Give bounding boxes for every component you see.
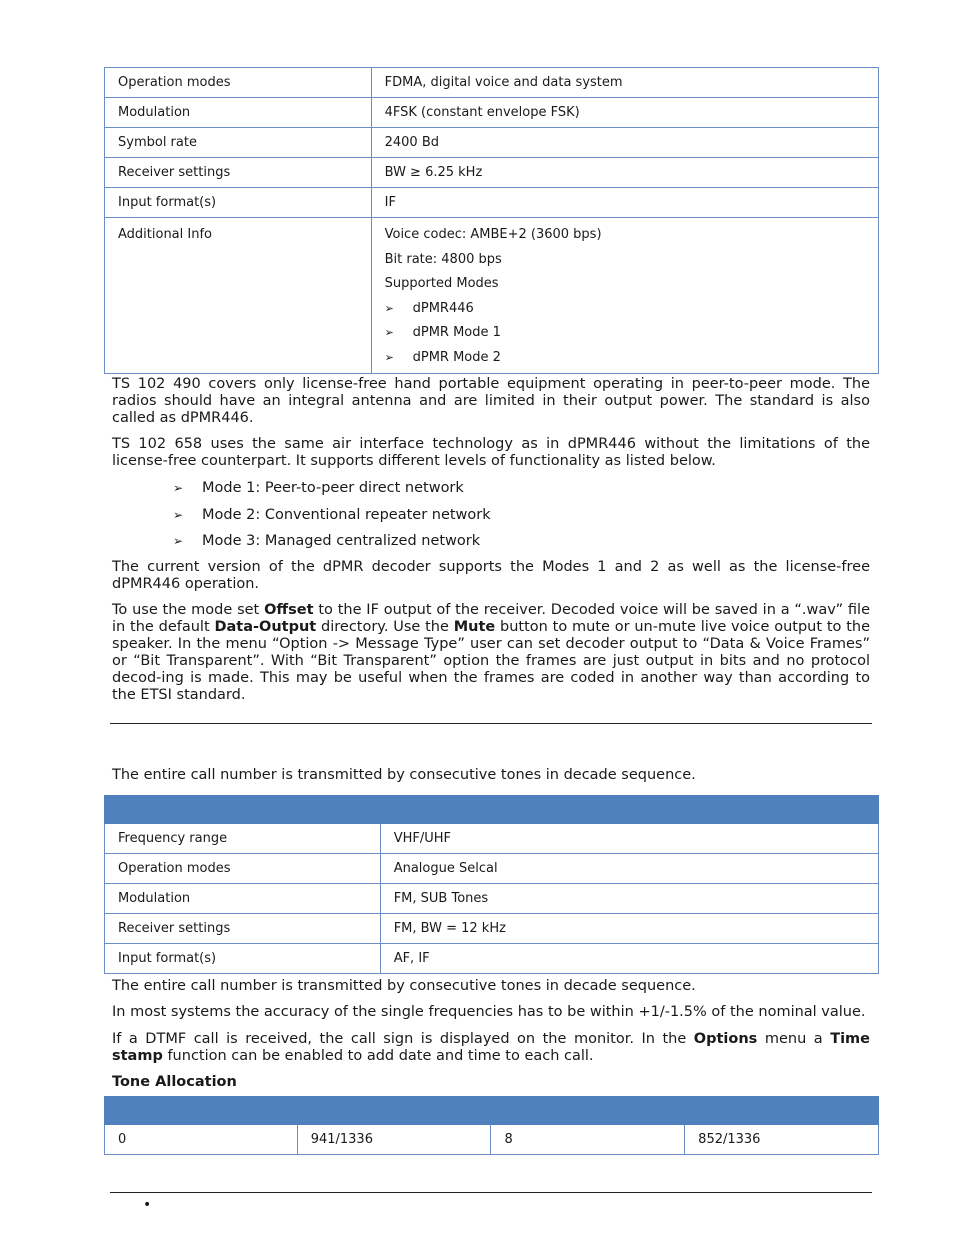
table-row — [105, 128, 879, 158]
spec-value: Analogue Selcal — [380, 854, 878, 884]
spec-label: Symbol rate — [105, 128, 372, 158]
selcal-spec-table — [104, 795, 879, 974]
table-row-additional — [105, 218, 879, 374]
list-item-label: dPMR446 — [412, 300, 474, 316]
spec-label: Receiver settings — [105, 914, 381, 944]
table-header-bar — [105, 1097, 879, 1125]
bold-term: Mute — [453, 619, 496, 635]
additional-line: Voice codec: AMBE+2 (3600 bps) — [384, 227, 602, 242]
table-header-bar — [105, 796, 879, 824]
paragraph: The entire call number is transmitted by consecutive tones in decade sequence. — [112, 978, 696, 994]
list-item — [173, 507, 491, 534]
spec-value: 2400 Bd — [371, 128, 878, 158]
table-row — [105, 884, 879, 914]
tone-allocation-heading: Tone Allocation — [112, 1074, 237, 1090]
table-cell: 852/1336 — [685, 1125, 879, 1155]
text-run: To use the mode set — [112, 602, 265, 618]
spec-value: FM, BW = 12 kHz — [380, 914, 878, 944]
arrow-bullet-icon: ➢ — [384, 301, 394, 315]
table-row — [105, 98, 879, 128]
spec-value: IF — [371, 188, 878, 218]
dpmr-spec-table — [104, 67, 879, 374]
spec-value: FDMA, digital voice and data system — [371, 68, 878, 98]
table-row — [105, 1125, 879, 1155]
text-run: directory. Use the — [316, 619, 454, 635]
spec-value: BW ≥ 6.25 kHz — [371, 158, 878, 188]
list-item — [173, 480, 491, 507]
list-item-label: Mode 2: Conventional repeater network — [202, 506, 491, 523]
table-row — [105, 944, 879, 974]
bold-term: Offset — [264, 602, 314, 618]
footer-bullet-icon: • — [143, 1197, 152, 1213]
paragraph-dtmf — [112, 1031, 870, 1065]
spec-label: Operation modes — [105, 854, 381, 884]
paragraph: TS 102 658 uses the same air interface technology as in dPMR446 without the limitations of the license-free counterpart. It supports different levels of functionality as listed below. — [112, 436, 870, 469]
spec-label: Input format(s) — [105, 944, 381, 974]
spec-value: AF, IF — [380, 944, 878, 974]
list-item-label: dPMR Mode 1 — [412, 325, 501, 340]
list-item-label: Mode 3: Managed centralized network — [202, 533, 481, 549]
table-row — [105, 158, 879, 188]
text-run: button to mute or un-mute live voice output to the speaker. In the menu “Option -> Message Type” user can set decoder output to “Data & Voice Frames” or “Bit Transparent”. With “Bit Transparent” option the frames are just output in bits and no protocol decod-ing is made. This may be useful when the frames are coded in another way than according to the ETSI standard. — [112, 619, 870, 703]
spec-label: Frequency range — [105, 824, 381, 854]
arrow-bullet-icon: ➢ — [173, 507, 184, 522]
list-item — [173, 533, 491, 560]
footer-divider — [110, 1192, 872, 1193]
section-divider — [110, 723, 872, 724]
list-item-label: dPMR Mode 2 — [412, 349, 501, 365]
arrow-bullet-icon: ➢ — [384, 350, 394, 364]
spec-label: Modulation — [105, 884, 381, 914]
table-row — [105, 854, 879, 884]
arrow-bullet-icon: ➢ — [173, 481, 184, 495]
spec-label: Receiver settings — [105, 158, 372, 188]
spec-label: Input format(s) — [105, 188, 372, 218]
table-row — [105, 68, 879, 98]
text-run: menu a — [757, 1031, 831, 1047]
table-cell: 941/1336 — [297, 1125, 491, 1155]
table-row — [105, 914, 879, 944]
paragraph-mode-usage — [112, 602, 870, 704]
text-run: function can be enabled to add date and time to each call. — [162, 1048, 594, 1064]
paragraph: TS 102 490 covers only license-free hand portable equipment operating in peer-to-peer mode. The radios should have an integral antenna and are limited in their output power. The standard is also called as dPMR446. — [112, 376, 870, 426]
arrow-bullet-icon: ➢ — [173, 534, 184, 548]
list-item — [385, 297, 865, 322]
arrow-bullet-icon: ➢ — [384, 326, 394, 339]
paragraph: The current version of the dPMR decoder supports the Modes 1 and 2 as well as the license-free dPMR446 operation. — [112, 559, 870, 592]
modes-list — [173, 480, 491, 560]
spec-value: FM, SUB Tones — [380, 884, 878, 914]
bold-term: Options — [693, 1031, 758, 1047]
bold-term: Data-Output — [214, 619, 317, 635]
list-item-label: Mode 1: Peer-to-peer direct network — [202, 480, 464, 496]
table-row — [105, 824, 879, 854]
table-cell: 8 — [491, 1125, 685, 1155]
list-item — [385, 321, 865, 346]
spec-value: 4FSK (constant envelope FSK) — [371, 98, 878, 128]
bold-term: Time stamp — [112, 1031, 870, 1064]
tone-allocation-table — [104, 1096, 879, 1155]
list-item — [385, 346, 865, 371]
text-run: If a DTMF call is received, the call sign is displayed on the monitor. In the — [112, 1031, 694, 1047]
text-run: to the IF output of the receiver. Decoded voice will be saved in a “.wav” file in the default — [112, 602, 871, 635]
spec-value: VHF/UHF — [380, 824, 878, 854]
table-row — [105, 188, 879, 218]
additional-line: Supported Modes — [384, 276, 499, 291]
additional-info-cell — [371, 218, 878, 374]
spec-label: Additional Info — [105, 218, 372, 374]
paragraph: In most systems the accuracy of the single frequencies has to be within +1/-1.5% of the nominal value. — [112, 1004, 866, 1020]
table-cell: 0 — [105, 1125, 298, 1155]
spec-label: Operation modes — [105, 68, 372, 98]
additional-line: Bit rate: 4800 bps — [384, 251, 502, 267]
paragraph: The entire call number is transmitted by consecutive tones in decade sequence. — [112, 767, 696, 783]
spec-label: Modulation — [105, 98, 372, 128]
